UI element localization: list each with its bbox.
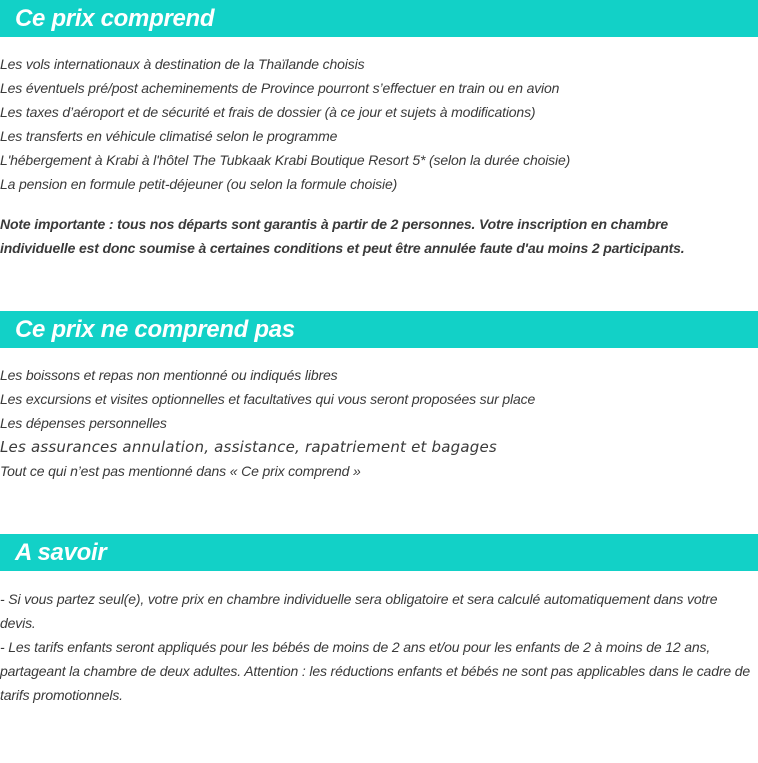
list-item: Les dépenses personnelles	[0, 415, 167, 431]
list-item: Tout ce qui n’est pas mentionné dans « Ce prix comprend »	[0, 463, 361, 479]
list-item: Les boissons et repas non mentionné ou indiqués libres	[0, 367, 338, 383]
list-item: Les éventuels pré/post acheminements de Province pourront s’effectuer en train ou en avion	[0, 80, 560, 96]
list-item: Les assurances annulation, assistance, rapatriement et bagages	[0, 438, 497, 456]
info-paragraph: - Si vous partez seul(e), votre prix en chambre individuelle sera obligatoire et sera calculé automatiquement dans votre devis.	[0, 591, 718, 631]
info-content	[0, 587, 755, 707]
section-header-excluded: Ce prix ne comprend pas	[0, 311, 758, 348]
list-item: L'hébergement à Krabi à l'hôtel The Tubkaak Krabi Boutique Resort 5* (selon la durée choisie)	[0, 152, 571, 168]
list-item: Les taxes d’aéroport et de sécurité et frais de dossier (à ce jour et sujets à modifications)	[0, 104, 536, 120]
section-header-included: Ce prix comprend	[0, 0, 758, 37]
list-item: Les excursions et visites optionnelles et facultatives qui vous seront proposées sur place	[0, 391, 536, 407]
info-paragraph: - Les tarifs enfants seront appliqués pour les bébés de moins de 2 ans et/ou pour les enfants de 2 à moins de 12 ans, partageant la chambre de deux adultes. Attention : les réductions enfants et bébés ne sont pas applicables dans le cadre de tarifs promotionnels.	[0, 639, 750, 703]
list-item: Les transferts en véhicule climatisé selon le programme	[0, 128, 338, 144]
list-item: La pension en formule petit-déjeuner (ou selon la formule choisie)	[0, 176, 398, 192]
section-header-info: A savoir	[0, 534, 758, 571]
included-list	[0, 52, 758, 196]
important-note: Note importante : tous nos départs sont garantis à partir de 2 personnes. Votre inscription en chambre individuelle est donc soumise à certaines conditions et peut être annulée faute d'au moins 2 participants.	[0, 216, 685, 256]
excluded-list	[0, 363, 758, 483]
list-item: Les vols internationaux à destination de la Thaïlande choisis	[0, 56, 365, 72]
